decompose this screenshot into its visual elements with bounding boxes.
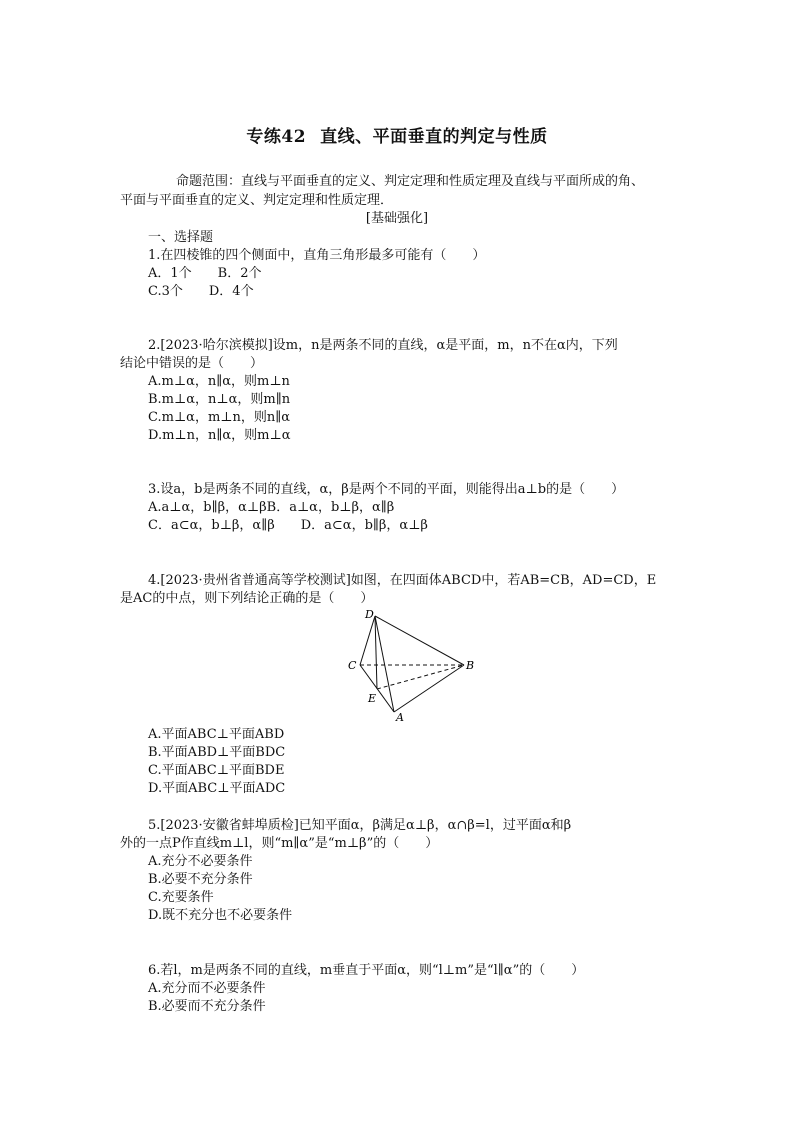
question-4-option-b: B.平面ABD⊥平面BDC [148,745,286,760]
scope-line-2: 平面与平面垂直的定义、判定定理和性质定理． [120,193,394,208]
edge-ba [394,665,464,712]
question-4-option-a: A.平面ABC⊥平面ABD [148,727,285,742]
question-6-option-a: A.充分而不必要条件 [148,981,266,996]
label-vertex-e: E [368,692,377,705]
title-series: 专练42 [246,127,307,147]
question-4-option-d: D.平面ABC⊥平面ADC [148,781,286,796]
question-4-option-c: C.平面ABC⊥平面BDE [148,763,285,778]
label-vertex-b: B [466,659,475,672]
tetrahedron-diagram [338,606,478,722]
title-topic: 直线、平面垂直的判定与性质 [320,127,548,147]
question-1-option-row-2: C.3个 D．4个 [148,284,254,299]
label-vertex-d: D [365,608,374,621]
question-5-option-c: C.充要条件 [148,890,214,905]
question-2-option-a: A.m⊥α，n∥α，则m⊥n [148,374,290,389]
question-5-option-b: B.必要不充分条件 [148,872,253,887]
question-6-stem: 6.若l，m是两条不同的直线，m垂直于平面α，则“l⊥m”是“l∥α”的（ ） [148,963,585,978]
question-6-option-b: B.必要而不充分条件 [148,999,266,1014]
question-2-stem-line-2: 结论中错误的是（ ） [120,356,264,371]
page-title [0,122,794,147]
question-1-stem: 1.在四棱锥的四个侧面中，直角三角形最多可能有（ ） [148,248,486,263]
question-2-option-c: C.m⊥α，m⊥n，则n∥α [148,410,291,425]
label-vertex-c: C [348,659,357,672]
edge-da [375,616,394,712]
question-5-option-a: A.充分不必要条件 [148,854,253,869]
edge-dc [360,616,375,665]
section-heading: 一、选择题 [148,230,214,245]
question-3-stem: 3.设a，b是两条不同的直线，α，β是两个不同的平面，则能得出a⊥b的是（ ） [148,482,625,497]
question-2-option-b: B.m⊥α，n⊥α，则m∥n [148,392,291,407]
section-tag: [基础强化] [365,211,429,226]
question-2-option-d: D.m⊥n，n∥α，则m⊥α [148,428,291,443]
question-5-stem-line-1: 5.[2023·安徽省蚌埠质检]已知平面α，β满足α⊥β，α∩β=l，过平面α和β [148,818,572,833]
question-4-stem-line-1: 4.[2023·贵州省普通高等学校测试]如图，在四面体ABCD中，若AB=CB，AD=CD，E [148,573,657,588]
question-5-option-d: D.既不充分也不必要条件 [148,908,293,923]
question-5-stem-line-2: 外的一点P作直线m⊥l，则“m∥α”是“m⊥β”的（ ） [120,836,439,851]
question-4-stem-line-2: 是AC的中点，则下列结论正确的是（ ） [120,591,374,606]
scope-line-1: 命题范围：直线与平面垂直的定义、判定定理和性质定理及直线与平面所成的角、 [176,174,645,189]
tetrahedron-figure [338,606,478,722]
question-3-option-row-2: C．a⊂α，b⊥β，α∥β D．a⊂α，b∥β，α⊥β [148,518,428,533]
question-1-option-row-1: A．1个 B．2个 [148,266,262,281]
question-3-option-row-1: A.a⊥α，b∥β，α⊥βB．a⊥α，b⊥β，α∥β [148,500,395,515]
edge-eb-hidden [377,665,464,689]
edge-db [375,616,464,665]
label-vertex-a: A [396,711,404,722]
question-2-stem-line-1: 2.[2023·哈尔滨模拟]设m，n是两条不同的直线，α是平面，m，n不在α内，下列 [148,338,618,353]
